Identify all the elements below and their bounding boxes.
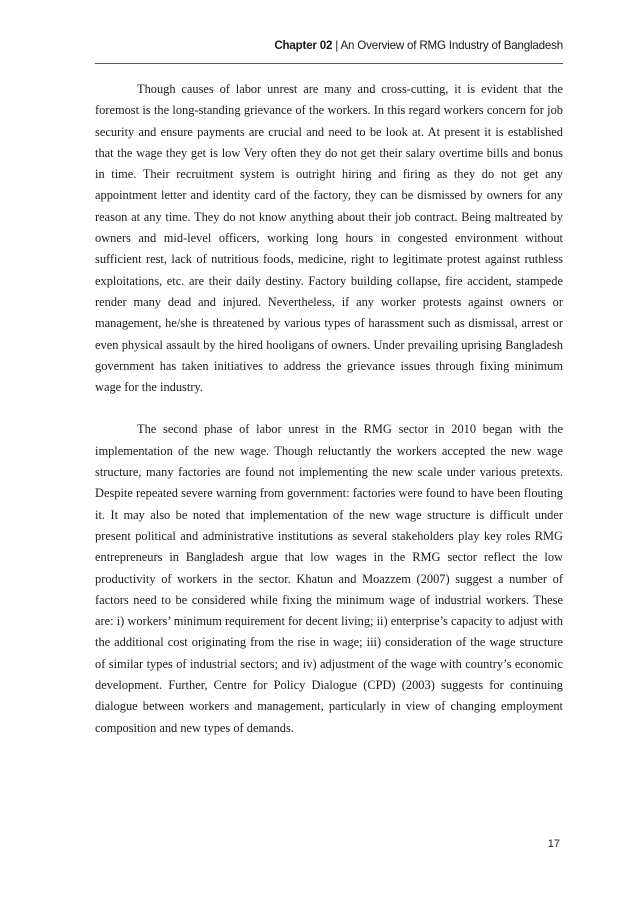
body-text — [95, 79, 563, 739]
running-header — [95, 37, 563, 64]
chapter-title: An Overview of RMG Industry of Bangladesh — [340, 39, 563, 52]
header-separator: | — [335, 39, 339, 52]
paragraph-second-phase: The second phase of labor unrest in the RMG sector in 2010 began with the implementation of the new wage. Though reluctantly the workers accepted the new wage structure, many factories are found not implementing the new scale under various pretexts. Despite repeated severe warning from government: factories were found to have been flouting it. It may also be noted that implementation of the new wage structure is difficult under present political and administrative institutions as several stakeholders play key roles RMG entrepreneurs in Bangladesh argue that low wages in the RMG sector reflect the low productivity of workers in the sector. Khatun and Moazzem (2007) suggest a number of factors need to be considered while fixing the minimum wage of industrial workers. These are: i) workers’ minimum requirement for decent living; ii) enterprise’s capacity to adjust with the additional cost originating from the rise in wage; iii) consideration of the wage structure of similar types of industrial sectors; and iv) adjustment of the wage with country’s economic development. Further, Centre for Policy Dialogue (CPD) (2003) suggests for continuing dialogue between workers and management, particularly in view of changing employment composition and new types of demands. — [95, 422, 563, 735]
page-number: 17 — [547, 838, 560, 850]
paragraph-labor-unrest-causes: Though causes of labor unrest are many and cross-cutting, it is evident that the foremost is the long-standing grievance of the workers. In this regard workers concern for job security and ensure payments are crucial and need to be look at. At present it is established that the wage they get is low Very often they do not get their salary overtime bills and bonus in time. Their recruitment system is outright hiring and firing as they do not get any appointment letter and identity card of the factory, they can be dismissed by owners for any reason at any time. They do not know anything about their job contract. Being maltreated by owners and mid-level officers, working long hours in congested environment without sufficient rest, lack of nutritious foods, medicine, right to legitimate protest against ruthless exploitations, etc. are their daily destiny. Factory building collapse, fire accident, stampede render many dead and injured. Nevertheless, if any worker protests against owners or management, he/she is threatened by various types of harassment such as dismissal, arrest or even physical assault by the hired hooligans of owners. Under prevailing uprising Bangladesh government has taken initiatives to address the grievance issues through fixing minimum wage for the industry. — [95, 82, 563, 395]
chapter-label: Chapter 02 — [274, 39, 333, 52]
